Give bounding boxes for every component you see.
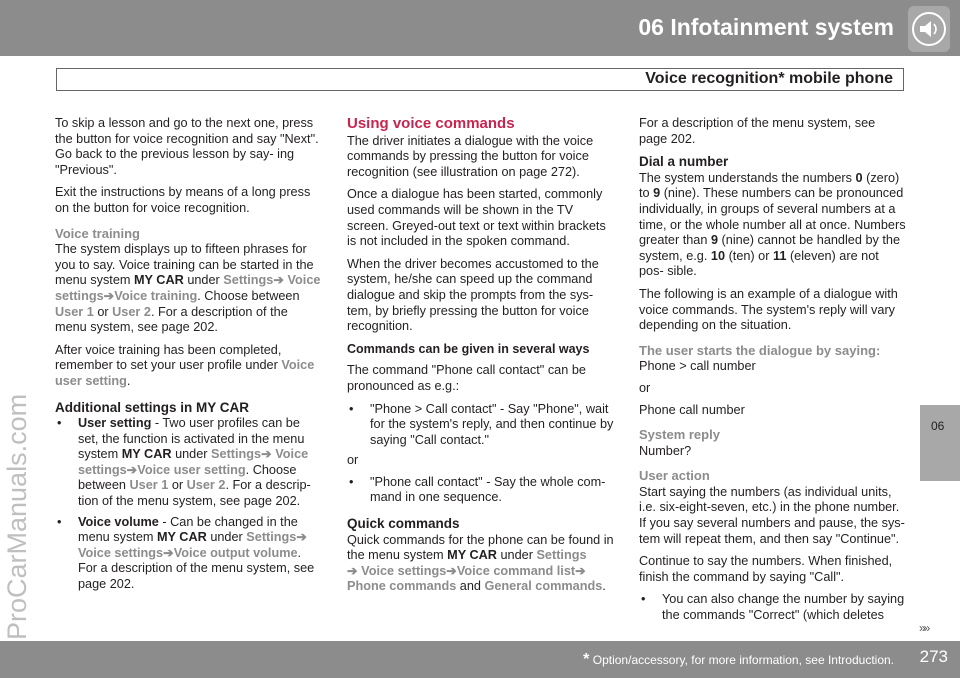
menu-path: Settings: [223, 273, 274, 288]
footer-bar: [0, 641, 960, 678]
heading-commands: Commands can be given in several ways: [347, 341, 590, 356]
section-header: [56, 68, 904, 91]
watermark: ProCarManuals.com: [2, 393, 32, 640]
bullet-list: [639, 592, 906, 623]
chapter-side-tab: [920, 405, 960, 481]
bullet-list: [55, 416, 321, 593]
paragraph: The following is an example of a dialogue with voice commands. The system's reply will vary depending on the situation.: [639, 286, 898, 333]
arrow-icon: ➔: [126, 462, 138, 477]
heading-additional-settings: Additional settings in MY CAR: [55, 399, 250, 415]
heading-dial-number: Dial a number: [639, 154, 729, 170]
arrow-icon: ➔: [446, 563, 457, 578]
arrow-icon: ➔: [273, 273, 284, 288]
paragraph-quick-commands: Quick commands for the phone can be found in the menu system MY CAR under Settings ➔ Voice settings➔Voice command list➔ Phone commands and General commands.: [347, 532, 614, 594]
page-number: 273: [919, 647, 948, 666]
arrow-icon: ➔: [347, 563, 358, 578]
or-text: or: [347, 453, 359, 468]
heading-quick-commands: Quick commands: [347, 516, 460, 532]
paragraph: For a description of the menu system, see page 202.: [639, 116, 876, 146]
heading-user-action: User action: [639, 468, 710, 484]
list-item: • "Phone call contact" - Say the whole com- mand in one sequence.: [347, 475, 614, 506]
list-item: • You can also change the number by saying the commands "Correct" (which deletes: [639, 592, 906, 623]
paragraph: Continue to say the numbers. When finished, finish the command by saying "Call".: [639, 554, 893, 584]
column-1: [55, 116, 321, 598]
arrow-icon: ➔: [261, 447, 272, 462]
paragraph: The command "Phone call contact" can be pronounced as e.g.:: [347, 363, 586, 393]
dialogue-line: Phone > call number: [639, 359, 756, 374]
column-2: [347, 116, 614, 602]
heading-voice-training: Voice training: [55, 225, 140, 241]
side-tab-label: 06: [931, 419, 945, 433]
bullet-list: [347, 402, 614, 449]
footnote: * Option/accessory, for more information, see Introduction.: [583, 651, 894, 668]
next-page-arrows: »»: [919, 621, 929, 635]
speaker-icon: [908, 6, 950, 52]
paragraph-voice-training: The system displays up to fifteen phrases for you to say. Voice training can be started in the menu system MY CAR under Settings➔ Voice settings➔Voice training. Choose between User 1 or User 2. For a description of the menu system, see page 202.: [55, 242, 321, 335]
dialogue-line: Number?: [639, 443, 692, 458]
heading-using-voice-commands: Using voice commands: [347, 115, 515, 132]
paragraph: When the driver becomes accustomed to the system, he/she can speed up the command dialogue and skip the prompts from the sys- tem, by briefly pressing the button for voice recognition.: [347, 256, 599, 334]
arrow-icon: ➔: [163, 545, 174, 560]
dialogue-line: or: [639, 380, 651, 395]
list-item: • "Phone > Call contact" - Say "Phone", wait for the system's reply, and then continue by saying "Call contact.": [347, 402, 614, 449]
bullet-list: [347, 475, 614, 506]
paragraph: The driver initiates a dialogue with the voice commands by pressing the button for voice recognition (see illustration on page 272).: [347, 133, 594, 179]
list-item: • Voice volume - Can be changed in the menu system MY CAR under Settings➔ Voice settings➔Voice output volume. For a description of the menu system, see page 202.: [55, 515, 321, 593]
chapter-title: 06 Infotainment system: [638, 14, 894, 40]
dialogue-line: Phone call number: [639, 402, 745, 417]
heading-user-starts: The user starts the dialogue by saying:: [639, 342, 881, 358]
paragraph: After voice training has been completed, remember to set your user profile under Voice user setting.: [55, 342, 315, 388]
list-item: • User setting - Two user profiles can be set, the function is activated in the menu system MY CAR under Settings➔ Voice settings➔Voice user setting. Choose between User 1 or User 2. For a descrip- tion of the menu system, see page 202.: [55, 416, 321, 510]
paragraph-dial: The system understands the numbers 0 (zero) to 9 (nine). These numbers can be pronounced individually, in groups of several numbers at a time, or the whole number all at once. Numbers greater than 9 (nine) cannot be handled by the system, e.g. 10 (ten) or 11 (eleven) are not pos- sible.: [639, 170, 906, 279]
paragraph: Once a dialogue has been started, commonly used commands will be shown in the TV screen. Greyed-out text or text within brackets is not included in the spoken command.: [347, 187, 606, 249]
arrow-icon: ➔: [103, 288, 115, 303]
heading-system-reply: System reply: [639, 427, 720, 443]
header-bar: [0, 0, 960, 56]
column-3: [639, 116, 906, 629]
paragraph: Start saying the numbers (as individual units, i.e. six-eight-seven, etc.) in the phone number. If you say several numbers and pause, the sys- tem will repeat them, and then say "Continue".: [639, 484, 905, 546]
paragraph: To skip a lesson and go to the next one, press the button for voice recognition and say "Next". Go back to the previous lesson by say- ing "Previous".: [55, 116, 319, 177]
arrow-icon: ➔: [575, 563, 586, 578]
section-title: Voice recognition* mobile phone: [645, 70, 893, 87]
arrow-icon: ➔: [296, 530, 307, 545]
paragraph: Exit the instructions by means of a long press on the button for voice recognition.: [55, 185, 311, 215]
